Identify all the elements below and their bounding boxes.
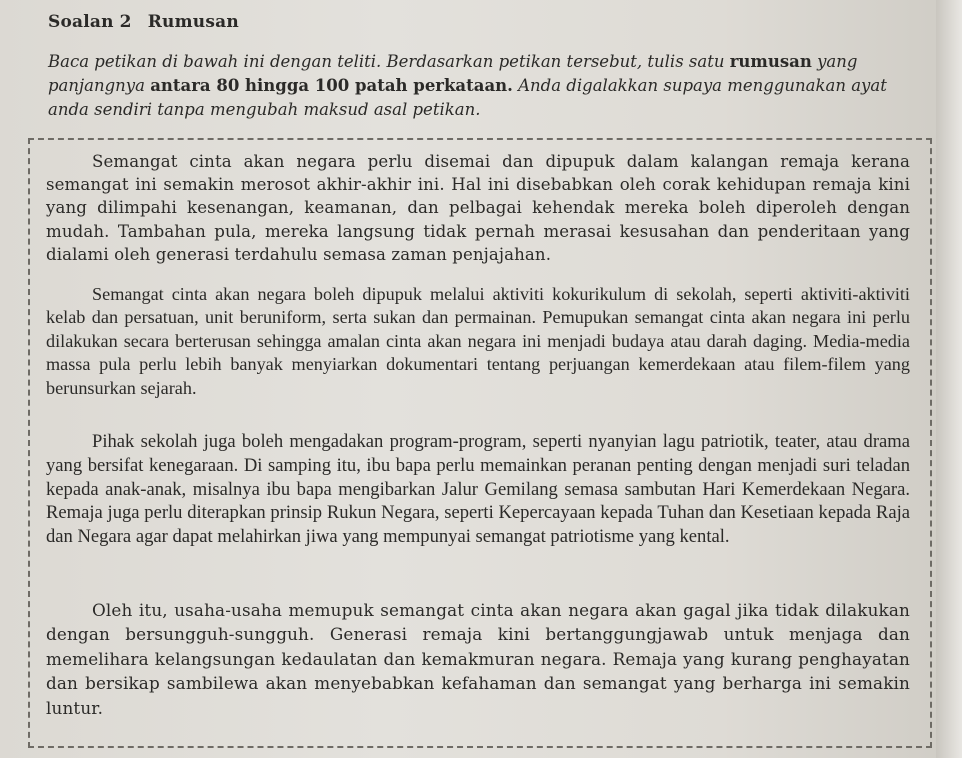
instructions-keyword-rumusan: rumusan — [729, 52, 812, 71]
paragraph-1-text: Semangat cinta akan negara perlu disemai dan dipupuk dalam kalangan remaja kerana semangat ini semakin merosot akhir-akhir ini. Hal ini disebabkan oleh corak kehidupan remaja kini yang dilimpahi kesenangan, keamanan, dan pelbagai kehendak mereka boleh diperoleh dengan mudah. Tambahan pula, mereka langsung tidak pernah merasai kesusahan dan penderitaan yang dialami oleh generasi terdahulu semasa zaman penjajahan. — [46, 152, 910, 264]
paragraph-3-text: Pihak sekolah juga boleh mengadakan program-program, seperti nyanyian lagu patriotik, teater, atau drama yang bersifat kenegaraan. Di samping itu, ibu bapa perlu memainkan peranan penting dengan menjadi suri teladan kepada anak-anak, misalnya ibu bapa mengibarkan Jalur Gemilang semasa sambutan Hari Kemerdekaan Negara. Remaja juga perlu diterapkan prinsip Rukun Negara, seperti Kepercayaan kepada Tuhan dan Kesetiaan kepada Raja dan Negara agar dapat melahirkan jiwa yang mempunyai semangat patriotisme yang kental. — [46, 431, 910, 548]
passage-paragraph-3 — [46, 430, 910, 549]
question-number: 2 — [119, 12, 132, 32]
instructions-text-2: yang panjangnya — [48, 52, 858, 95]
page-edge — [936, 0, 962, 758]
passage-paragraph-1 — [46, 150, 910, 266]
passage-paragraph-2 — [46, 283, 910, 400]
passage-paragraph-4 — [46, 598, 910, 720]
instructions-word-count: antara 80 hingga 100 patah perkataan. — [150, 76, 513, 95]
question-label: Soalan — [48, 12, 114, 32]
instructions — [48, 50, 908, 122]
instructions-text-1: Baca petikan di bawah ini dengan teliti. Berdasarkan petikan tersebut, tulis satu — [48, 52, 730, 71]
question-title: Rumusan — [147, 12, 239, 32]
paragraph-4-text: Oleh itu, usaha-usaha memupuk semangat cinta akan negara akan gagal jika tidak dilakukan dengan bersungguh-sungguh. Generasi remaja kini bertanggungjawab untuk menjaga dan memelihara kelangsungan kedaulatan dan kemakmuran negara. Remaja yang kurang penghayatan dan bersikap sambilewa akan menyebabkan kefahaman dan semangat yang berharga ini semakin luntur. — [46, 600, 910, 718]
question-heading — [48, 12, 239, 32]
paragraph-2-text: Semangat cinta akan negara boleh dipupuk melalui aktiviti kokurikulum di sekolah, seperti aktiviti-aktiviti kelab dan persatuan, unit beruniform, serta sukan dan permainan. Pemupukan semangat cinta akan negara ini perlu dilakukan secara berterusan sehingga amalan cinta akan negara ini menjadi budaya atau darah daging. Media-media massa pula perlu lebih banyak menyiarkan dokumentari tentang perjuangan kemerdekaan atau filem-filem yang berunsurkan sejarah. — [46, 284, 910, 398]
instructions-text-3: Anda digalakkan supaya menggunakan ayat anda sendiri tanpa mengubah maksud asal petikan. — [48, 76, 887, 119]
